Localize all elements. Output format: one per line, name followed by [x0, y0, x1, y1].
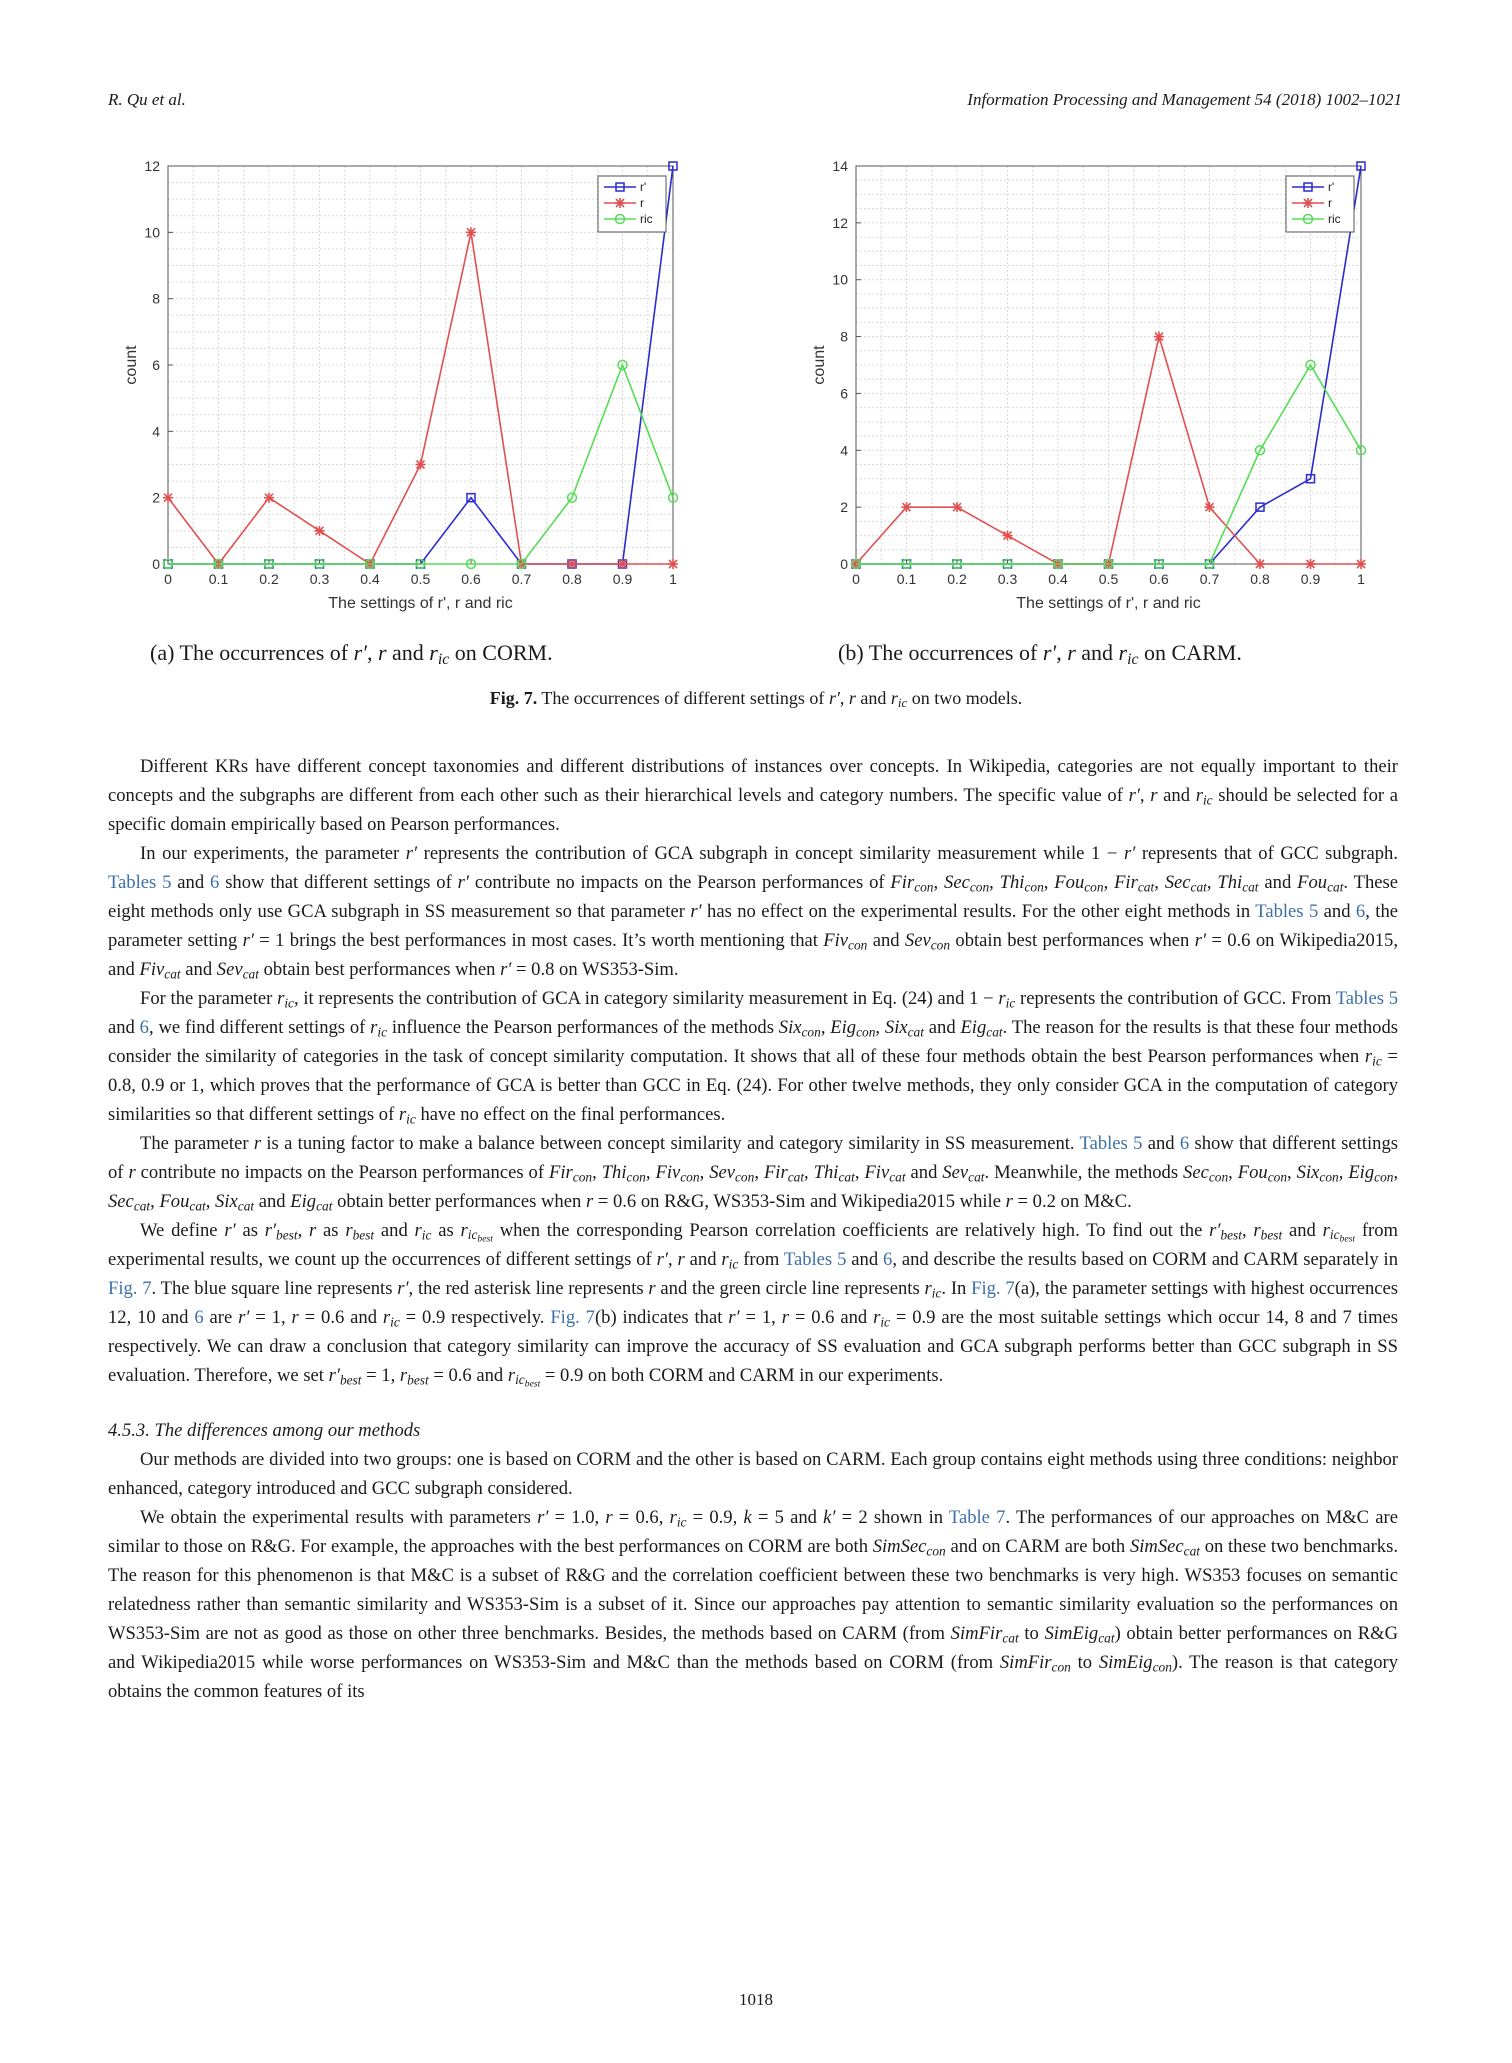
- paragraph-7: We obtain the experimental results with parameters r′ = 1.0, r = 0.6, $r_{ic} = 0.9$, k = 5 and k′ = 2 shown in Table 7. The performances of our approaches on M&C are similar to those on R&G. For example, the approaches with the best performances on CORM are both SimSec$_{con}$ and on CARM are both SimSec$_{cat}$ on these two benchmarks. The reason for this phenomenon is that M&C is a subset of R&G and the correlation coefficient between these two benchmarks is very high. WS353 focuses on semantic relatedness rather than semantic similarity and WS353-Sim is a subset of it. Since our approaches pay attention to semantic similarity evaluation so the performances on WS353-Sim are not as good as those on other three benchmarks. Besides, the methods based on CARM (from SimFir$_{cat}$ to SimEig$_{cat}$) obtain better performances on R&G and Wikipedia2015 while worse performances on WS353-Sim and M&C than the methods based on CORM (from SimFir$_{con}$ to SimEig$_{con}$). The reason is that category obtains the common features of its: [108, 1507, 1398, 1702]
- chart-b-ytick-label: 14: [832, 158, 848, 174]
- chart-a-legend-label: r: [640, 196, 644, 210]
- chart-b-legend-box: [1286, 176, 1354, 232]
- chart-a-series-1-point: [466, 227, 476, 237]
- chart-a-ytick-label: 10: [144, 224, 160, 241]
- chart-b-ytick-label: 0: [840, 556, 848, 572]
- paragraph-2: In our experiments, the parameter r′ represents the contribution of GCA subgraph in concept similarity measurement while 1 − r′ represents that of GCC subgraph. Tables 5 and 6 show that different settings of r′ contribute no impacts on the Pearson performances of Fir$_{con}$, Sec$_{con}$, Thi$_{con}$, Fou$_{con}$, Fir$_{cat}$, Sec$_{cat}$, Thi$_{cat}$ and Fou$_{cat}$. These eight methods only use GCA subgraph in SS measurement so that parameter r′ has no effect on the experimental results. For the other eight methods in Tables 5 and 6, the parameter setting r′ = 1 brings the best performances in most cases. It’s worth mentioning that Fiv$_{con}$ and Sev$_{con}$ obtain best performances when r′ = 0.6 on Wikipedia2015, and Fiv$_{cat}$ and Sev$_{cat}$ obtain best performances when r′ = 0.8 on WS353-Sim.: [108, 843, 1398, 982]
- chart-b-series-1-point: [902, 502, 912, 512]
- chart-a-xlabel: The settings of r', r and ric: [328, 595, 513, 612]
- chart-b-series-1-point: [1154, 332, 1164, 342]
- paragraph-3: For the parameter $r_{ic}$, it represents the contribution of GCA in category similarity measurement in Eq. (24) and $1 - r_{ic}$ represents the contribution of GCC. From Tables 5 and 6, we find different settings of $r_{ic}$ influence the Pearson performances of the methods Six$_{con}$, Eig$_{con}$, Six$_{cat}$ and Eig$_{cat}$. The reason for the results is that these four methods consider the similarity of categories in the task of concept similarity computation. It shows that all of these four methods obtain the best Pearson performances when $r_{ic} = 0.8$, 0.9 or 1, which proves that the performance of GCA is better than GCC in Eq. (24). For other twelve methods, they only consider GCA in the computation of category similarities so that different settings of $r_{ic}$ have no effect on the final performances.: [108, 988, 1399, 1127]
- chart-a-ytick-label: 4: [152, 423, 160, 440]
- chart-b-ytick-label: 6: [840, 385, 848, 402]
- chart-b-xtick-label: 0.7: [1199, 571, 1220, 587]
- chart-a-xtick-label: 0.9: [612, 571, 633, 587]
- chart-a-legend-label: r': [640, 180, 647, 194]
- chart-b-legend-label: ric: [1328, 212, 1341, 226]
- chart-b-legend-marker: [1303, 198, 1313, 208]
- header-authors: R. Qu et al.: [108, 90, 186, 109]
- chart-a-xtick-label: 1: [669, 571, 677, 587]
- chart-b-series-1-point: [1255, 559, 1265, 569]
- chart-a-legend-label: ric: [640, 212, 653, 226]
- paragraph-4: The parameter r is a tuning factor to make a balance between concept similarity and category similarity in SS measurement. Tables 5 and 6 show that different settings of r contribute no impacts on the Pearson performances of Fir$_{con}$, Thi$_{con}$, Fiv$_{con}$, Sev$_{con}$, Fir$_{cat}$, Thi$_{cat}$, Fiv$_{cat}$ and Sev$_{cat}$. Meanwhile, the methods Sec$_{con}$, Fou$_{con}$, Six$_{con}$, Eig$_{con}$, Sec$_{cat}$, Fou$_{cat}$, Six$_{cat}$ and Eig$_{cat}$ obtain better performances when r = 0.6 on R&G, WS353-Sim and Wikipedia2015 while r = 0.2 on M&C.: [108, 1133, 1399, 1214]
- chart-b-ytick-label: 2: [840, 499, 848, 516]
- chart-a-ytick-label: 2: [152, 489, 160, 506]
- chart-a-series-1-point: [618, 559, 628, 569]
- chart-b-series-1-point: [1205, 502, 1215, 512]
- chart-a-xtick-label: 0.2: [259, 571, 279, 587]
- figure-caption: Fig. 7. The occurrences of different settings of r′, r and $r_{ic}$ on two models.: [489, 688, 1023, 711]
- chart-b-xtick-label: 0.1: [896, 571, 917, 587]
- chart-a-series-1-point: [416, 460, 426, 470]
- chart-a-legend-box: [598, 176, 666, 232]
- subcaption-b: (b) The occurrences of r′, r and $r_{ic}$ on CARM.: [838, 640, 1242, 668]
- chart-a-ytick-label: 6: [152, 357, 160, 373]
- chart-b-ytick-label: 4: [840, 442, 848, 459]
- chart-b-xtick-label: 0.4: [1048, 571, 1068, 587]
- chart-a-ylabel: count: [123, 345, 140, 385]
- chart-b-xtick-label: 0.9: [1300, 571, 1321, 587]
- chart-b-legend-label: r: [1328, 196, 1332, 210]
- chart-b-xtick-label: 0.8: [1250, 571, 1270, 587]
- paragraph-5: We define r′ as $r'_{best}$, r as $r_{best}$ and $r_{ic}$ as $r_{ic_{best}}$ when the corresponding Pearson correlation coefficients are relatively high. To find out the $r'_{best}$, $r_{best}$ and $r_{ic_{best}}$ from experimental results, we count up the occurrences of different settings of r′, r and $r_{ic}$ from Tables 5 and 6, and describe the results based on CORM and CARM separately in Fig. 7. The blue square line represents r′, the red asterisk line represents r and the green circle line represents $r_{ic}$. In Fig. 7(a), the parameter settings with highest occurrences 12, 10 and 6 are r′ = 1, r = 0.6 and $r_{ic} = 0.9$ respectively. Fig. 7(b) indicates that r′ = 1, r = 0.6 and $r_{ic} = 0.9$ are the most suitable settings which occur 14, 8 and 7 times respectively. We can draw a conclusion that category similarity can improve the accuracy of SS evaluation and GCA subgraph performs better than GCC subgraph in SS evaluation. Therefore, we set $r'_{best} = 1$, $r_{best} = 0.6$ and $r_{ic_{best}} = 0.9$ on both CORM and CARM in our experiments.: [108, 1220, 1399, 1390]
- chart-a-legend-marker: [615, 198, 625, 208]
- running-header: [108, 90, 1402, 114]
- chart-b-xtick-label: 0.3: [997, 571, 1018, 587]
- figure-label: Fig. 7.: [489, 688, 538, 708]
- chart-b-series-1-point: [952, 502, 962, 512]
- chart-b-ytick-label: 8: [840, 328, 848, 345]
- chart-a-ytick-label: 8: [152, 290, 160, 307]
- chart-b-series-1-point: [1356, 559, 1366, 569]
- chart-a-series-1-point: [668, 559, 678, 569]
- chart-a-series-1-point: [315, 526, 325, 536]
- chart-b-series-1-point: [1003, 531, 1013, 541]
- chart-b-legend-label: r': [1328, 180, 1335, 194]
- subcaption-a: (a) The occurrences of r′, r and $r_{ic}$ on CORM.: [150, 640, 553, 668]
- chart-carm: [796, 146, 1396, 636]
- chart-corm-svg: [108, 146, 708, 636]
- chart-a-xtick-label: 0.5: [410, 571, 431, 587]
- chart-b-ylabel: count: [811, 345, 828, 385]
- chart-a-xtick-label: 0: [164, 571, 172, 587]
- chart-a-series-1-point: [264, 493, 274, 503]
- chart-a-series-1-point: [567, 559, 577, 569]
- chart-a-xtick-label: 0.6: [461, 571, 481, 587]
- chart-b-xtick-label: 1: [1357, 571, 1365, 587]
- paragraph-1: Different KRs have different concept taxonomies and different distributions of instances over concepts. In Wikipedia, categories are not equally important to their concepts and the subgraphs are different from each other such as their hierarchical levels and category numbers. The specific value of r′, r and $r_{ic}$ should be selected for a specific domain empirically based on Pearson performances.: [108, 756, 1398, 835]
- chart-b-series-1-point: [1306, 559, 1316, 569]
- chart-b-ytick-label: 10: [832, 271, 848, 288]
- paragraph-6: Our methods are divided into two groups: one is based on CORM and the other is based on CARM. Each group contains eight methods using three conditions: neighbor enhanced, category introduced and GCC subgraph considered.: [108, 1449, 1398, 1499]
- chart-a-xtick-label: 0.7: [511, 571, 532, 587]
- section-heading: 4.5.3. The differences among our methods: [108, 1420, 421, 1441]
- chart-a-ytick-label: 12: [144, 158, 160, 174]
- chart-b-xtick-label: 0: [852, 571, 860, 587]
- chart-corm: [108, 146, 708, 636]
- chart-a-series-1-point: [163, 493, 173, 503]
- chart-a-xtick-label: 0.3: [309, 571, 330, 587]
- chart-b-xlabel: The settings of r', r and ric: [1016, 595, 1201, 612]
- chart-carm-svg: [796, 146, 1396, 636]
- page-number: 1018: [739, 1990, 773, 2009]
- body-text: [108, 752, 1398, 1706]
- chart-a-xtick-label: 0.1: [208, 571, 229, 587]
- chart-a-xtick-label: 0.4: [360, 571, 380, 587]
- chart-b-xtick-label: 0.6: [1149, 571, 1169, 587]
- chart-a-ytick-label: 0: [152, 556, 160, 572]
- chart-a-xtick-label: 0.8: [562, 571, 582, 587]
- chart-b-ytick-label: 12: [832, 214, 848, 231]
- chart-b-xtick-label: 0.2: [947, 571, 967, 587]
- chart-b-xtick-label: 0.5: [1098, 571, 1119, 587]
- header-journal: Information Processing and Management 54 (2018) 1002–1021: [967, 90, 1402, 109]
